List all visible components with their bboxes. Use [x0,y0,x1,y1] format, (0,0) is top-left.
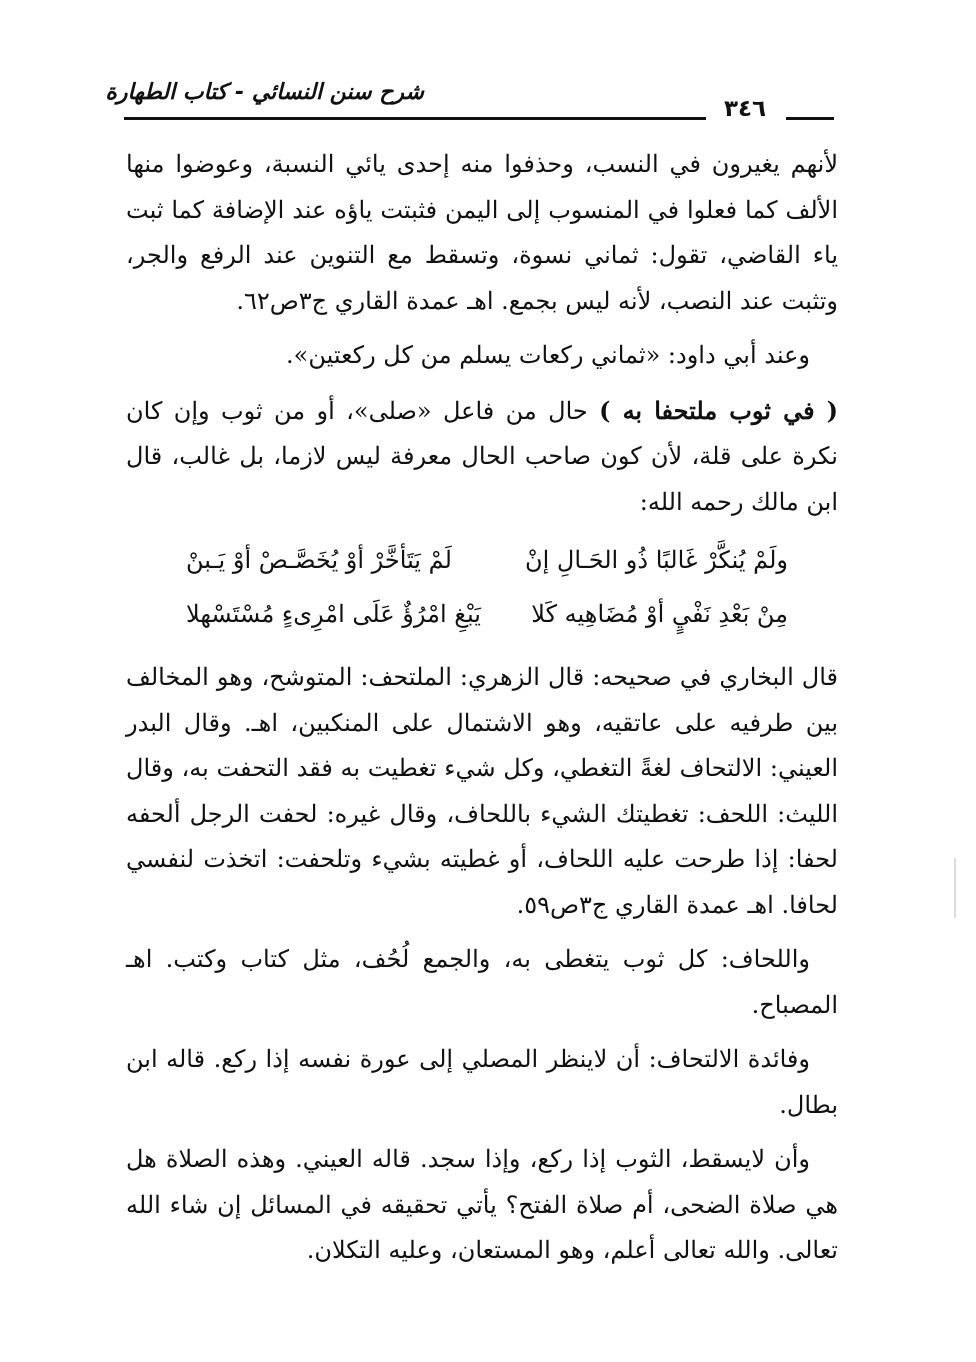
running-header-title: شرح سنن النسائي - كتاب الطهارة [105,80,424,105]
verse-first-hemistich: ولَمْ يُنكَّرْ غَالبًا ذُو الحَـالِ إنْ [525,546,788,574]
verse-second-hemistich: لَمْ يَتَأخَّرْ أوْ يُخَصَّـصْ أوْ يَـبنْ [186,546,452,574]
verse-line [126,533,838,587]
paragraph-bukhari: قال البخاري في صحيحه: قال الزهري: الملتحف: المتوشح، وهو المخالف بين طرفيه على عاتقيه، وهو الاشتمال على المنكبين، اهـ. وقال البدر العيني: الالتحاف لغةً التغطي، وكل شيء تغطيت به فقد التحفت به، وقال الليث: اللحف: تغطيتك الشيء باللحاف، وقال غيره: لحفت الرجل ألحفه لحفا: إذا طرحت عليه اللحاف، أو غطيته بشيء وتلحفت: اتخذت لنفسي لحافا. اهـ عمدة القاري ج٣ص٥٩. [126,663,839,919]
verse-line [126,587,838,641]
header-rule [124,117,706,120]
paragraph-benefit: وفائدة الالتحاف: أن لاينظر المصلي إلى عورة نفسه إذا ركع. قاله ابن بطال. [126,1045,838,1119]
paragraph-abu-dawud: وعند أبي داود: «ثماني ركعات يسلم من كل ركعتين». [286,341,810,369]
verse-first-hemistich: مِنْ بَعْدِ نَفْيٍ أوْ مُضَاهِيه كَلا [531,600,788,628]
quoted-phrase: ( في ثوب ملتحفا به ) [599,395,839,425]
paragraph-nisba: لأنهم يغيرون في النسب، وحذفوا منه إحدى يائي النسبة، وعوضوا منها الألف كما فعلوا في المنسوب إلى اليمن فثبتت ياؤه عند الإضافة كما ثبت ياء القاضي، تقول: ثماني نسوة، وتسقط مع التنوين عند الرفع والجر، وتثبت عند النصب، لأنه ليس بجمع. اهـ عمدة القاري ج٣ص٦٢. [126,150,838,315]
page-number: ٣٤٦ [723,96,767,122]
scan-edge-mark [954,858,956,918]
paragraph-commentary: حال من فاعل «صلى»، أو من ثوب وإن كان نكرة على قلة، لأن كون صاحب الحال معرفة ليس لازما، بل غالب، قال ابن مالك رحمه الله: [126,396,838,516]
poem-verses [126,533,838,641]
paragraph-lihaf: واللحاف: كل ثوب يتغطى به، والجمع لُحُف، مثل كتاب وكتب. اهـ المصباح. [126,945,838,1019]
paragraph-mulTahifan [126,388,838,526]
verse-second-hemistich: يَبْغِ امْرُؤٌ عَلَى امْرِىءٍ مُسْتَسْهلا [186,600,481,628]
body-text [126,142,838,1274]
page-number-dash [786,117,834,120]
paragraph-conclusion: وأن لايسقط، الثوب إذا ركع، وإذا سجد. قاله العيني. وهذه الصلاة هل هي صلاة الضحى، أم صلاة الفتح؟ يأتي تحقيقه في المسائل إن شاء الله تعالى. والله تعالى أعلم، وهو المستعان، وعليه التكلان. [126,1145,838,1264]
